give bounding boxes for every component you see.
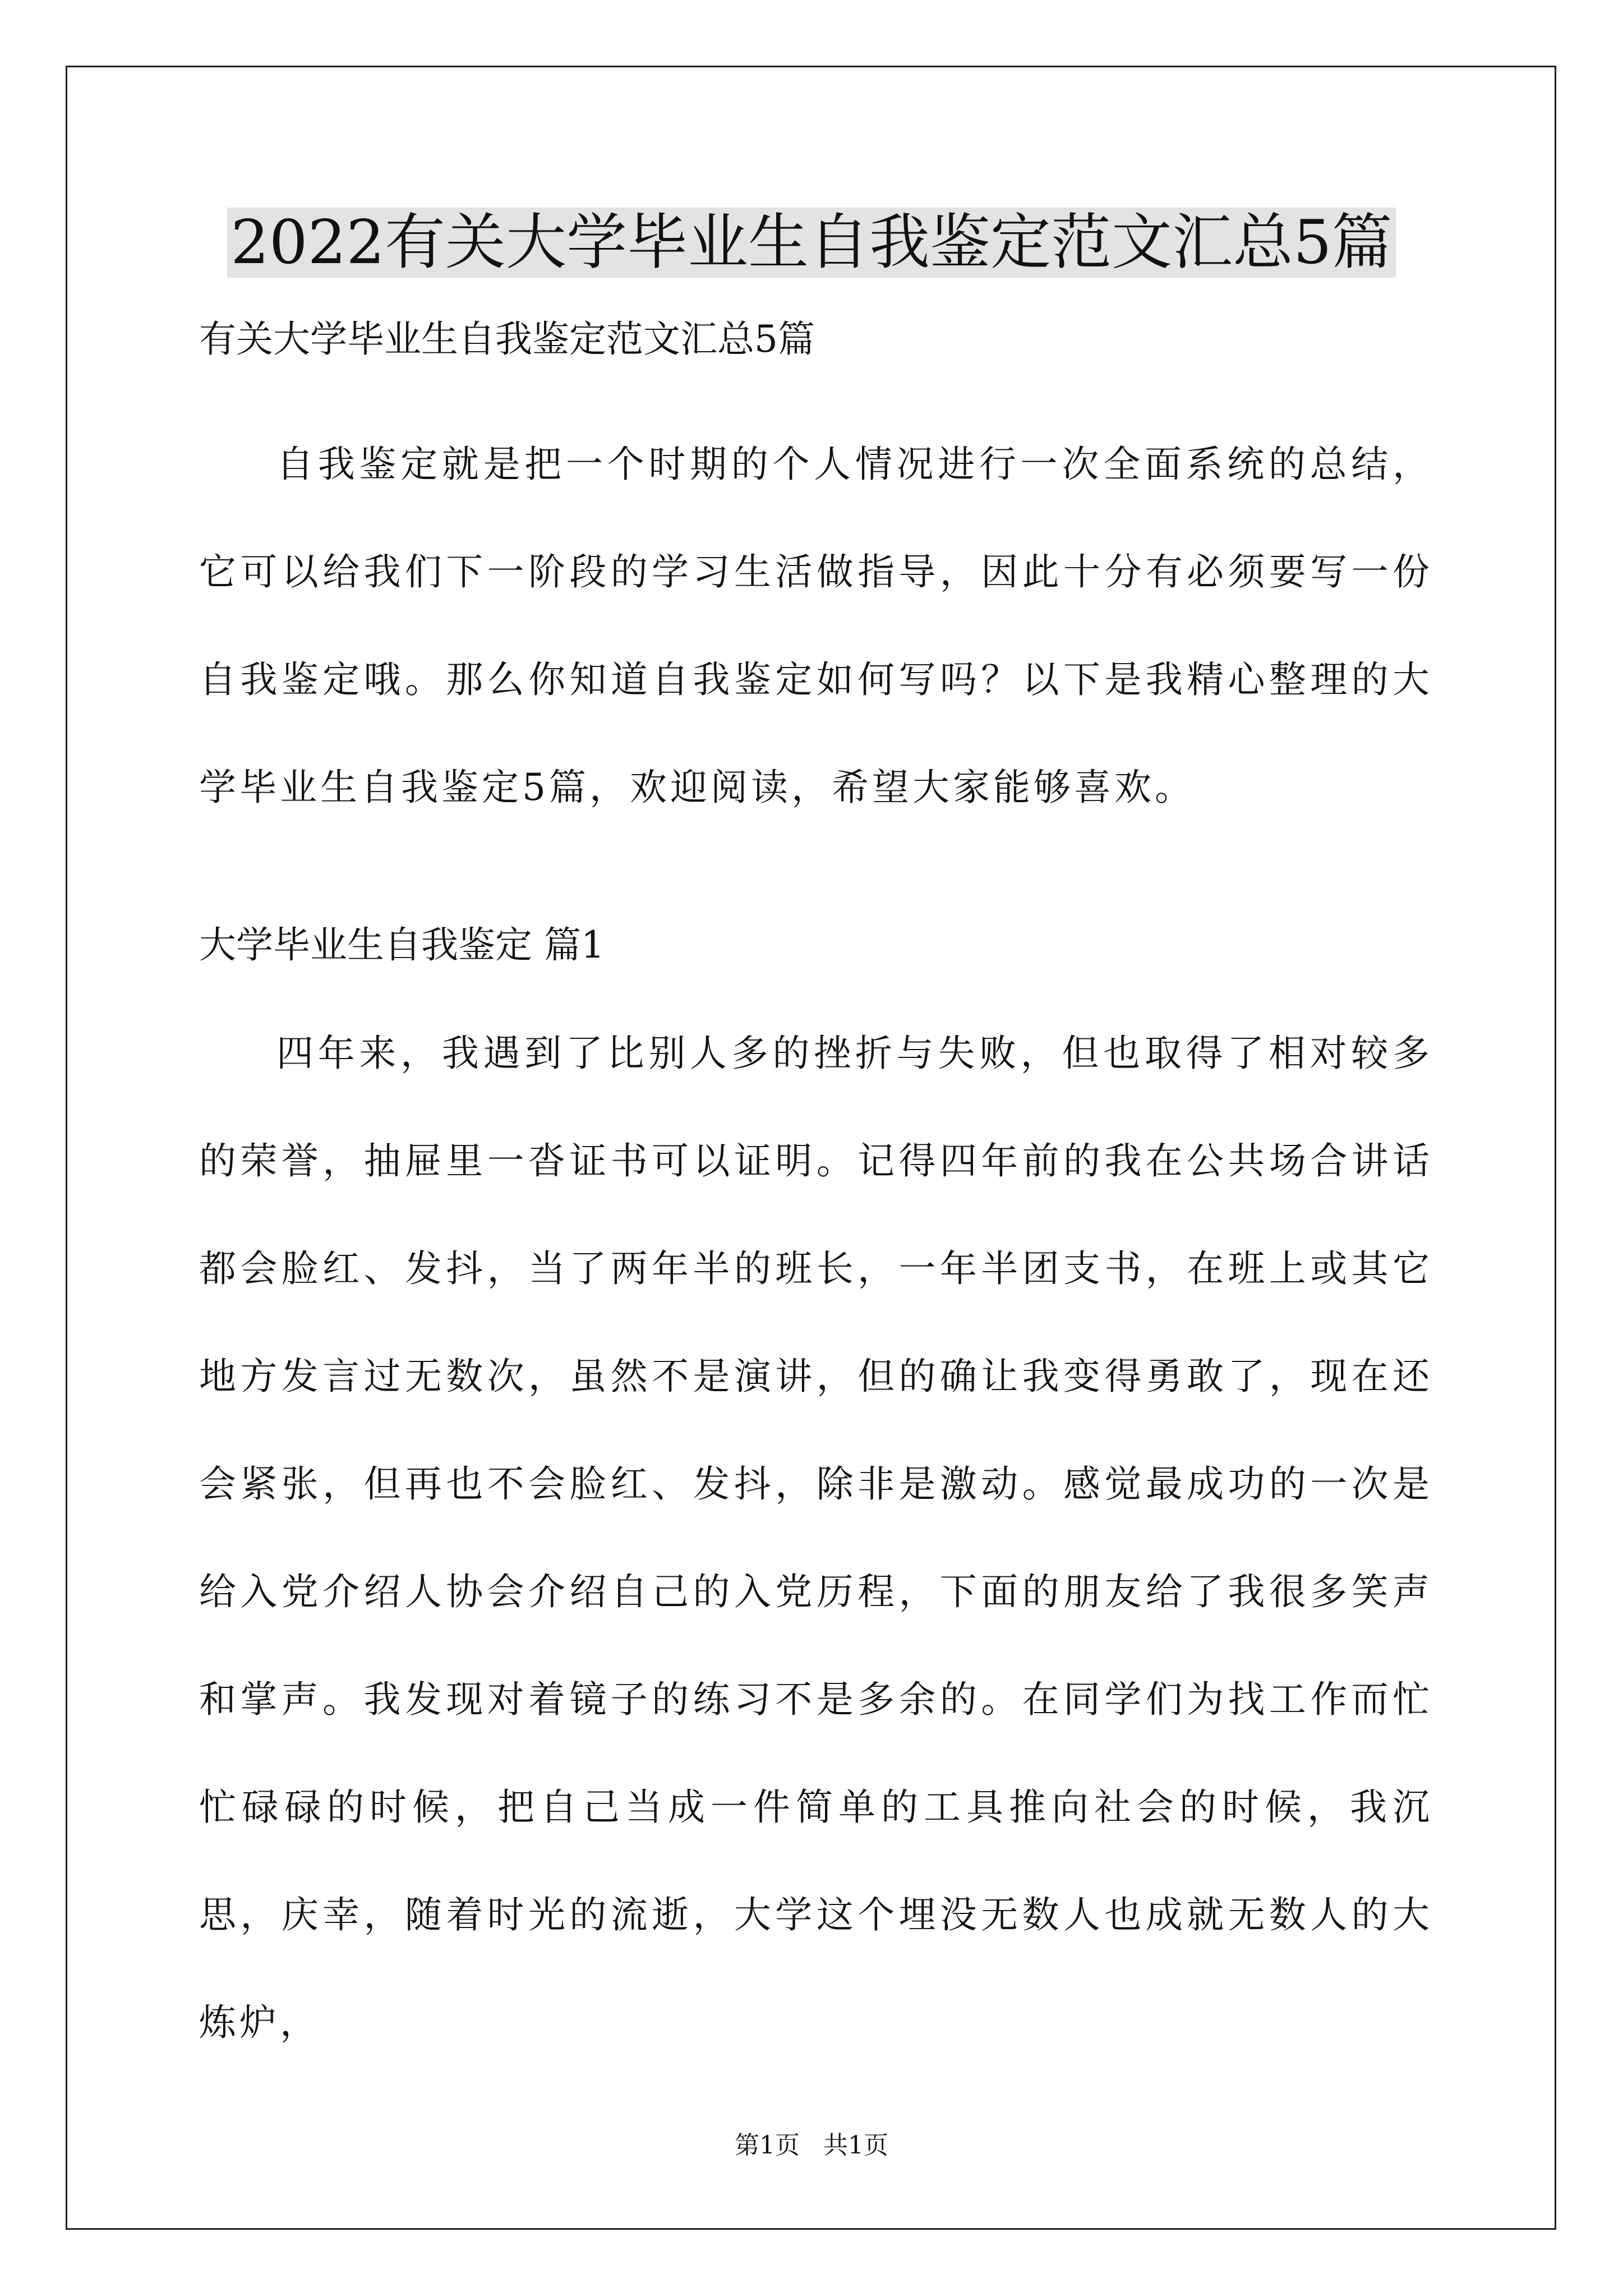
document-body [199, 314, 1433, 2077]
section-heading-1: 大学毕业生自我鉴定 篇1 [199, 923, 605, 967]
document-title [0, 198, 1623, 288]
document-title-text: 2022有关大学毕业生自我鉴定范文汇总5篇 [227, 208, 1396, 278]
section-1-paragraph: 四年来，我遇到了比别人多的挫折与失败，但也取得了相对较多的荣誉，抽屉里一沓证书可以证明。记得四年前的我在公共场合讲话都会脸红、发抖，当了两年半的班长，一年半团支书，在班上或其它地方发言过无数次，虽然不是演讲，但的确让我变得勇敢了，现在还会紧张，但再也不会脸红、发抖，除非是激动。感觉最成功的一次是给入党介绍人协会介绍自己的入党历程，下面的朋友给了我很多笑声和掌声。我发现对着镜子的练习不是多余的。在同学们为找工作而忙忙碌碌的时候，把自己当成一件简单的工具推向社会的时候，我沉思，庆幸，随着时光的流逝，大学这个埋没无数人也成就无数人的大炼炉， [199, 1032, 1433, 2044]
document-subtitle: 有关大学毕业生自我鉴定范文汇总5篇 [199, 318, 815, 361]
intro-paragraph: 自我鉴定就是把一个时期的个人情况进行一次全面系统的总结，它可以给我们下一阶段的学习生活做指导，因此十分有必须要写一份自我鉴定哦。那么你知道自我鉴定如何写吗？以下是我精心整理的大学毕业生自我鉴定5篇，欢迎阅读，希望大家能够喜欢。 [199, 443, 1433, 809]
page-footer: 第1页 共1页 [735, 2131, 888, 2160]
